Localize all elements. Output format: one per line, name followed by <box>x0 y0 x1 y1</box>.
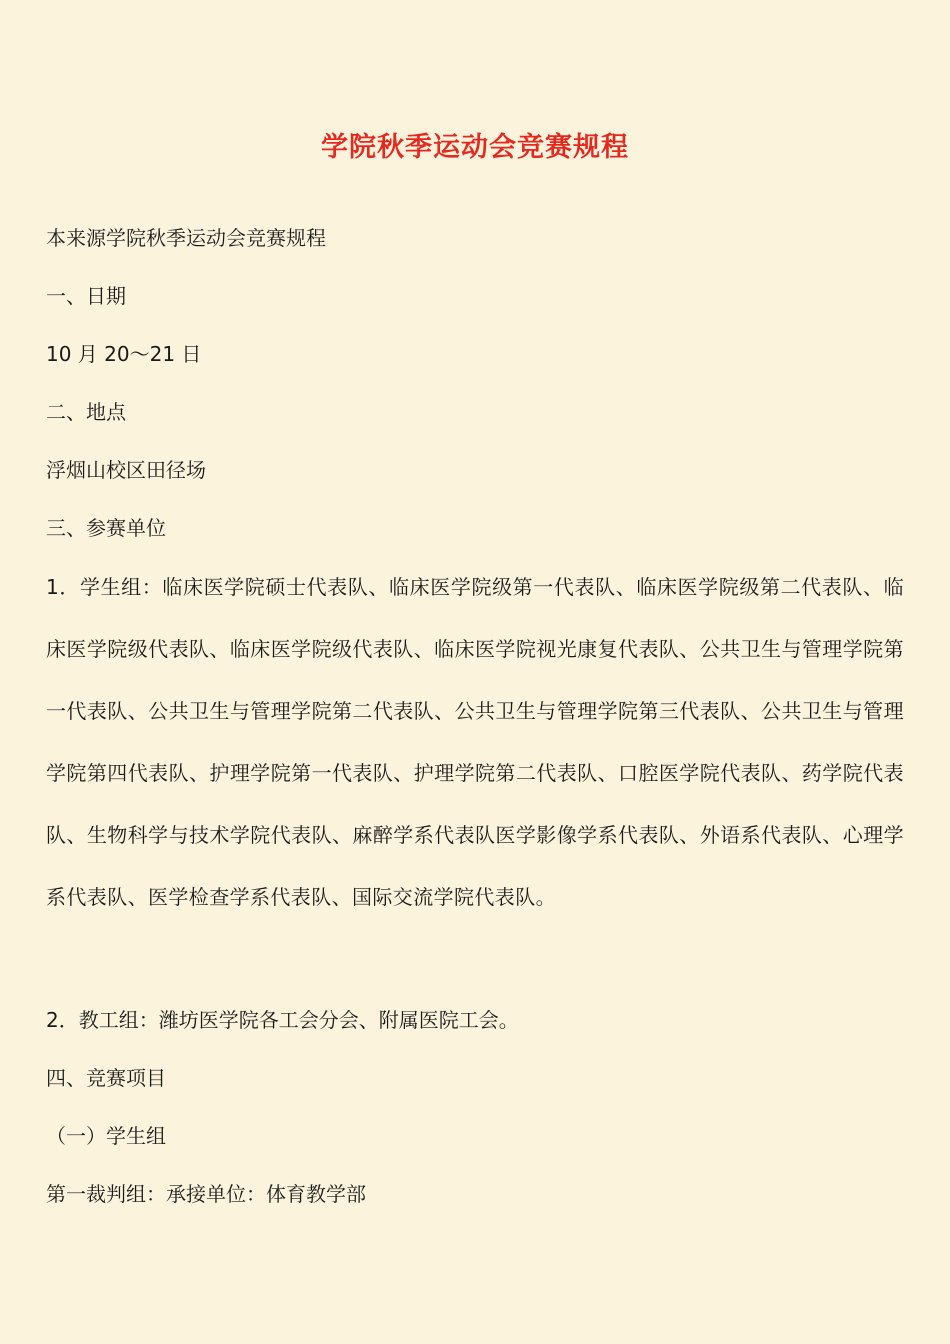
staff-group-paragraph: 2．教工组：潍坊医学院各工会分会、附属医院工会。 <box>46 1008 519 1032</box>
section-events-heading: 四、竞赛项目 <box>46 1066 166 1090</box>
student-group-paragraph: 1．学生组：临床医学院硕士代表队、临床医学院级第一代表队、临床医学院级第二代表队、临床医学院级代表队、临床医学院级代表队、临床医学院视光康复代表队、公共卫生与管理学院第一代表队、公共卫生与管理学院第二代表队、公共卫生与管理学院第三代表队、公共卫生与管理学院第四代表队、护理学院第一代表队、护理学院第二代表队、口腔医学院代表队、药学院代表队、生物科学与技术学院代表队、麻醉学系代表队医学影像学系代表队、外语系代表队、心理学系代表队、医学检查学系代表队、国际交流学院代表队。 <box>46 575 904 909</box>
referee-group-text: 第一裁判组：承接单位：体育教学部 <box>46 1182 366 1206</box>
section-participants-heading: 三、参赛单位 <box>46 516 166 540</box>
section-location-heading: 二、地点 <box>46 400 126 424</box>
section-date-content: 10 月 20～21 日 <box>46 342 202 366</box>
student-group-subheading: （一）学生组 <box>46 1124 166 1148</box>
intro-text: 本来源学院秋季运动会竞赛规程 <box>46 226 326 250</box>
section-date-heading: 一、日期 <box>46 284 126 308</box>
section-location-content: 浮烟山校区田径场 <box>46 458 206 482</box>
document-title: 学院秋季运动会竞赛规程 <box>321 132 629 163</box>
